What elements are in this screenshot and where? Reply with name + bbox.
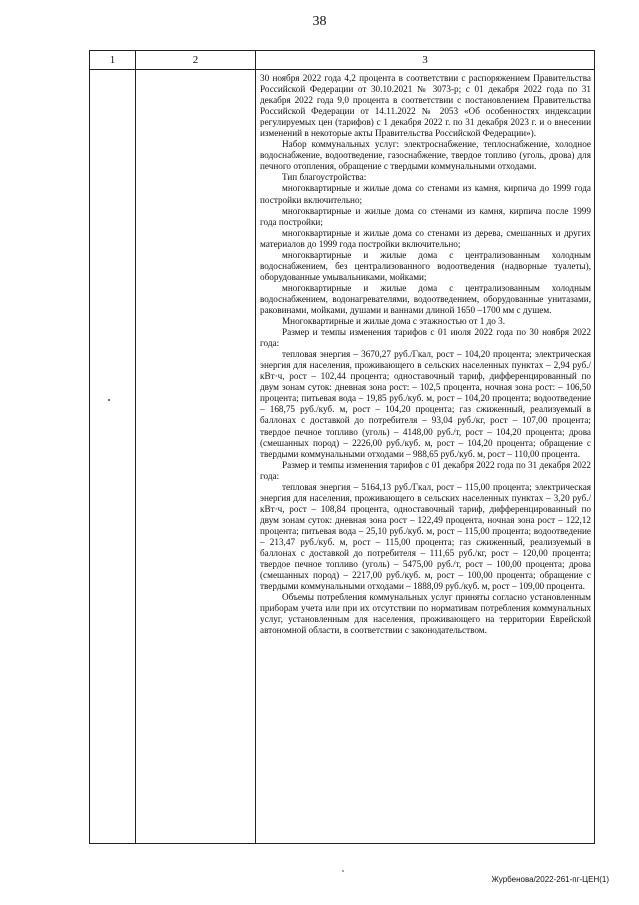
column-header-2: 2: [136, 51, 256, 70]
column-2-cell: [136, 70, 256, 844]
column-3-cell: [256, 70, 595, 844]
column-1-cell: [90, 70, 136, 844]
table-header-row: [90, 51, 595, 70]
paragraph: 30 ноября 2022 года 4,2 процента в соответствии с распоряжением Правительства Российской Федерации от 30.10.2021 № 3073-р; с 01 декабря 2022 года по 31 декабря 2022 года 9,0 процента в соответствии с постановлением Правительства Российской Федерации от 14.11.2022 № 2053 «Об особенностях индексации регулируемых цен (тарифов) с 1 декабря 2022 г. по 31 декабря 2023 г. и о внесении изменений в некоторые акты Правительства Российской Федерации»).: [260, 73, 591, 139]
document-footer-code: Журбенова/2022-261-пг-ЦЕН(1): [491, 875, 609, 884]
stray-mark: [108, 399, 110, 401]
page-number: 38: [312, 14, 327, 29]
column-header-1: 1: [90, 51, 136, 70]
paragraph: многоквартирные и жилые дома со стенами из камня, кирпича после 1999 года постройки;: [260, 205, 591, 227]
paragraph: Набор коммунальных услуг: электроснабжение, теплоснабжение, холодное водоснабжение, водоотведение, газоснабжение, твердое топливо (уголь, дрова) для печного отопления, обращение с твердыми коммунальными отходами.: [260, 139, 591, 172]
paragraph: многоквартирные и жилые дома с централизованным холодным водоснабжением, водонагревателями, водоотведением, оборудованные унитазами, раковинами, мойками, душами и ваннами длиной 1650 –1700 мм с душем.: [260, 282, 591, 315]
column-3-text: [256, 70, 594, 636]
paragraph: Объемы потребления коммунальных услуг приняты согласно установленным приборам учета или при их отсутствии по нормативам потребления коммунальных услуг, установленным для населения, проживающего на территории Еврейской автономной области, в соответствии с законодательством.: [260, 592, 591, 636]
paragraph: тепловая энергия – 5164,13 руб./Гкал, рост – 115,00 процента; электрическая энергия для населения, проживающего в сельских населенных пунктах – 3,20 руб./кВт·ч, рост – 108,84 процента, одноставочный тариф, дифференцированный по двум зонам суток: дневная зона рост – 122,49 процента, ночная зона рост – 122,12 процента; питьевая вода – 25,10 руб./куб. м, рост – 115,00 процента; водоотведение – 213,47 руб./куб. м, рост – 115,00 процента; газ сжиженный, реализуемый в баллонах с доставкой до потребителя – 111,65 руб./кг, рост – 120,00 процента; твердое печное топливо (уголь) – 5475,00 руб./т, рост – 100,00 процента; дрова (смешанных пород) – 2217,00 руб./куб. м, рост – 100,00 процента; обращение с твердыми коммунальными отходами – 1888,09 руб./куб. м, рост – 109,00 процента.: [260, 481, 591, 592]
paragraph: тепловая энергия – 3670,27 руб./Гкал, рост – 104,20 процента; электрическая энергия для населения, проживающего в сельских населенных пунктах – 2,94 руб./кВт·ч, рост – 102,44 процента; одноставочный тариф, дифференцированный по двум зонам суток: дневная зона рост: – 102,5 процента, ночная зона рост: – 106,50 процента; питьевая вода – 19,85 руб./куб. м, рост – 104,20 процента; водоотведение – 168,75 руб./куб. м, рост – 104,20 процента; газ сжиженный, реализуемый в баллонах с доставкой до потребителя – 93,04 руб./кг, рост – 107,00 процента; твердое печное топливо (уголь) – 4148,00 руб./т, рост – 104,20 процента; дрова (смешанных пород) – 2226,00 руб./куб. м, рост – 104,20 процента; обращение с твердыми коммунальными отходами – 988,65 руб./куб. м, рост – 110,00 процента.: [260, 349, 591, 459]
paragraph: Размер и темпы изменения тарифов с 01 июля 2022 года по 30 ноября 2022 года:: [260, 327, 591, 349]
table-row: [90, 70, 595, 844]
paragraph: многоквартирные и жилые дома с централизованным холодным водоснабжением, без централизованного водоотведения (надворные туалеты), оборудованные умывальниками, мойками;: [260, 249, 591, 282]
column-header-3: 3: [256, 51, 595, 70]
document-table: [89, 50, 595, 844]
paragraph: многоквартирные и жилые дома со стенами из дерева, смешанных и других материалов до 1999 года постройки включительно;: [260, 227, 591, 249]
paragraph: Тип благоустройства:: [282, 172, 367, 183]
stray-mark: [342, 870, 344, 872]
paragraph: Размер и темпы изменения тарифов с 01 декабря 2022 года по 31 декабря 2022 года:: [260, 459, 591, 481]
paragraph: многоквартирные и жилые дома со стенами из камня, кирпича до 1999 года постройки включительно;: [260, 183, 591, 205]
paragraph: Многоквартирные и жилые дома с этажностью от 1 до 3.: [282, 316, 506, 327]
